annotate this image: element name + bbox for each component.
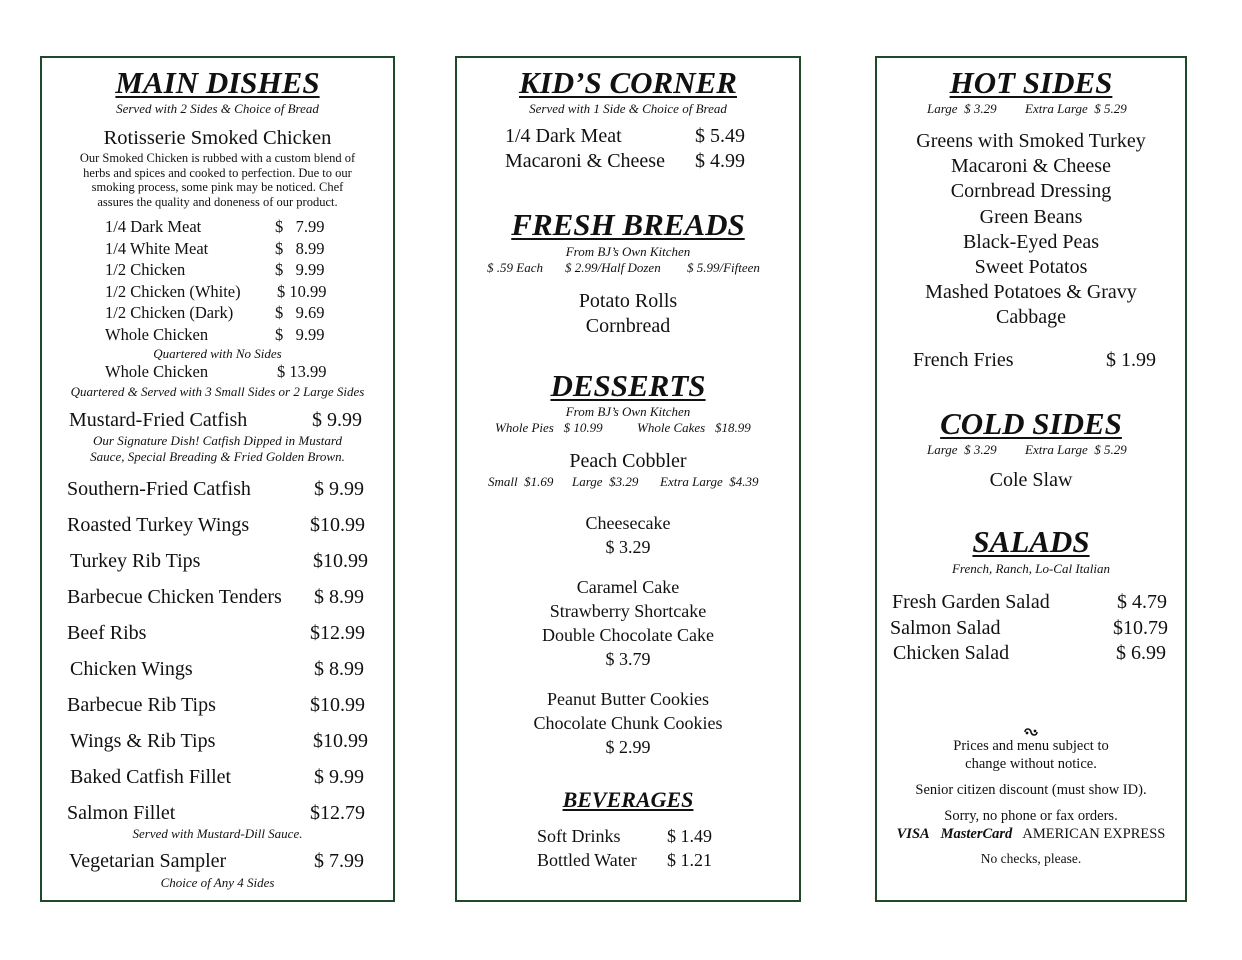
item-name: Beef Ribs bbox=[67, 622, 147, 644]
catfish-description bbox=[42, 433, 393, 465]
size-large: Large $ 3.29 bbox=[927, 442, 997, 457]
mastercard-label: MasterCard bbox=[940, 826, 1013, 842]
cookies bbox=[457, 687, 799, 759]
side-item: Macaroni & Cheese bbox=[951, 155, 1111, 178]
chicken-description bbox=[42, 151, 393, 209]
cheesecake bbox=[457, 511, 799, 559]
item-price: $ 7.99 bbox=[275, 217, 325, 236]
vegetarian-note: Choice of Any 4 Sides bbox=[160, 875, 275, 890]
dessert-name: Strawberry Shortcake bbox=[549, 601, 707, 621]
menu-item bbox=[890, 616, 1180, 642]
item-price: $ 1.21 bbox=[667, 850, 712, 870]
menu-item bbox=[67, 585, 377, 621]
item-price: $ 9.99 bbox=[314, 478, 364, 500]
footer-line: change without notice. bbox=[965, 756, 1097, 772]
french-fries-item bbox=[913, 348, 1163, 372]
item-price: $10.99 bbox=[310, 694, 365, 716]
item-price: $ 8.99 bbox=[314, 586, 364, 608]
item-price: $12.99 bbox=[310, 622, 365, 644]
item-name: Southern-Fried Catfish bbox=[67, 478, 251, 500]
salmon-note: Served with Mustard-Dill Sauce. bbox=[132, 826, 303, 841]
price-fifteen: $ 5.99/Fifteen bbox=[687, 260, 760, 275]
whole-pies-price: Whole Pies $ 10.99 bbox=[495, 420, 603, 435]
item-name: Roasted Turkey Wings bbox=[67, 514, 250, 536]
item-name: Soft Drinks bbox=[537, 826, 621, 846]
item-price: $10.79 bbox=[1113, 616, 1168, 639]
item-price: $ 9.99 bbox=[314, 766, 364, 788]
menu-item bbox=[505, 149, 765, 174]
item-name: 1/2 Chicken (White) bbox=[105, 281, 241, 301]
price-each: $ .59 Each bbox=[487, 260, 543, 275]
side-item: Sweet Potatos bbox=[974, 256, 1088, 279]
beverage-items bbox=[537, 824, 737, 872]
main-dishes-subtitle: Served with 2 Sides & Choice of Bread bbox=[116, 101, 319, 116]
sides-salads-panel bbox=[875, 56, 1187, 902]
size-extra-large: Extra Large $ 5.29 bbox=[1025, 101, 1127, 116]
menu-item bbox=[67, 657, 377, 693]
item-name: Turkey Rib Tips bbox=[70, 550, 201, 572]
menu-item bbox=[890, 641, 1180, 667]
item-price: $10.99 bbox=[310, 514, 365, 536]
kids-breads-desserts-panel bbox=[455, 56, 801, 902]
menu-item bbox=[105, 302, 345, 324]
item-price: $ 4.79 bbox=[1117, 591, 1167, 613]
side-item: Black-Eyed Peas bbox=[962, 230, 1100, 253]
size-large: Large $ 3.29 bbox=[927, 101, 997, 116]
cobbler-small: Small $1.69 bbox=[488, 474, 554, 489]
hot-sides-title: HOT SIDES bbox=[949, 65, 1113, 100]
menu-item bbox=[105, 216, 345, 238]
menu-item bbox=[67, 801, 377, 823]
dessert-name: Cheesecake bbox=[585, 513, 671, 533]
item-name: Salmon Fillet bbox=[67, 802, 176, 824]
side-item: Mashed Potatoes & Gravy bbox=[925, 281, 1137, 304]
menu-item bbox=[67, 765, 377, 801]
dessert-name: Double Chocolate Cake bbox=[542, 625, 714, 645]
item-price: $ 9.99 bbox=[275, 324, 325, 344]
side-item: Cornbread Dressing bbox=[950, 180, 1112, 203]
fresh-breads-subtitle: From BJ’s Own Kitchen bbox=[565, 244, 691, 259]
item-price: $ 5.49 bbox=[695, 125, 745, 147]
item-name: Mustard-Fried Catfish bbox=[69, 409, 248, 431]
item-price: $ 1.49 bbox=[667, 826, 712, 846]
item-price: $10.99 bbox=[313, 730, 368, 752]
item-name: Chicken Wings bbox=[70, 658, 193, 680]
description-line: assures the quality and doneness of our product. bbox=[97, 194, 338, 209]
dessert-price: $ 3.79 bbox=[605, 649, 651, 669]
dessert-name: Caramel Cake bbox=[576, 577, 680, 597]
item-price: $ 9.69 bbox=[275, 303, 325, 322]
item-price: $ 8.99 bbox=[275, 238, 325, 258]
dessert-name: Peanut Butter Cookies bbox=[547, 689, 709, 709]
item-name: Barbecue Chicken Tenders bbox=[67, 586, 282, 608]
price-half-dozen: $ 2.99/Half Dozen bbox=[565, 260, 661, 275]
item-name: Barbecue Rib Tips bbox=[67, 694, 216, 716]
item-name: Whole Chicken bbox=[105, 324, 209, 344]
main-items-list bbox=[67, 477, 377, 823]
menu-item bbox=[67, 693, 377, 729]
item-price: $ 6.99 bbox=[1116, 642, 1166, 664]
item-price: $10.99 bbox=[313, 550, 368, 572]
chicken-items bbox=[105, 216, 345, 345]
item-name: Wings & Rib Tips bbox=[70, 730, 216, 752]
item-name: 1/4 White Meat bbox=[105, 238, 209, 258]
kids-corner-subtitle: Served with 1 Side & Choice of Bread bbox=[529, 101, 727, 116]
menu-item bbox=[67, 549, 377, 585]
desserts-subtitle: From BJ’s Own Kitchen bbox=[565, 404, 691, 419]
item-name: Whole Chicken bbox=[105, 362, 209, 381]
menu-item bbox=[105, 361, 345, 383]
item-name: Fresh Garden Salad bbox=[892, 591, 1050, 613]
menu-item bbox=[537, 824, 737, 848]
salad-items bbox=[890, 590, 1180, 667]
item-price: $ 9.99 bbox=[312, 409, 362, 431]
cobbler-large: Large $3.29 bbox=[572, 474, 639, 489]
item-price: $12.79 bbox=[310, 802, 365, 824]
description-line: Our Signature Dish! Catfish Dipped in Mustard bbox=[93, 433, 342, 448]
description-line: Our Smoked Chicken is rubbed with a custom blend of bbox=[79, 151, 356, 165]
senior-discount: Senior citizen discount (must show ID). bbox=[915, 782, 1147, 798]
dessert-price: $ 2.99 bbox=[605, 737, 651, 757]
footer-notice bbox=[877, 737, 1185, 773]
item-name: French Fries bbox=[913, 349, 1014, 371]
menu-item bbox=[105, 238, 345, 260]
item-name: 1/2 Chicken (Dark) bbox=[105, 303, 234, 322]
menu-item bbox=[890, 590, 1180, 616]
no-checks: No checks, please. bbox=[980, 851, 1082, 866]
item-price: $ 8.99 bbox=[314, 658, 364, 680]
cole-slaw: Cole Slaw bbox=[989, 469, 1073, 491]
item-price: $ 10.99 bbox=[277, 281, 327, 301]
dessert-name: Chocolate Chunk Cookies bbox=[533, 713, 723, 733]
kids-items bbox=[505, 124, 765, 174]
menu-item bbox=[67, 513, 377, 549]
salads-title: SALADS bbox=[972, 524, 1090, 559]
item-price: $ 9.99 bbox=[275, 260, 325, 279]
bread-item: Cornbread bbox=[585, 315, 671, 337]
item-name: Vegetarian Sampler bbox=[69, 850, 227, 872]
visa-label: VISA bbox=[896, 826, 930, 842]
main-dishes-panel bbox=[40, 56, 395, 902]
size-extra-large: Extra Large $ 5.29 bbox=[1025, 442, 1127, 457]
item-price: $ 1.99 bbox=[1106, 349, 1156, 371]
item-name: Macaroni & Cheese bbox=[505, 150, 665, 172]
description-line: smoking process, some pink may be noticed. Chef bbox=[91, 180, 344, 194]
cobbler-extra-large: Extra Large $4.39 bbox=[660, 474, 759, 489]
dessert-price: $ 3.29 bbox=[605, 537, 651, 557]
item-name: 1/4 Dark Meat bbox=[505, 125, 622, 147]
item-name: Baked Catfish Fillet bbox=[70, 766, 232, 788]
rotisserie-chicken-name: Rotisserie Smoked Chicken bbox=[103, 127, 332, 149]
cold-sides-title: COLD SIDES bbox=[940, 406, 1122, 441]
bread-item: Potato Rolls bbox=[578, 290, 678, 312]
item-name: 1/4 Dark Meat bbox=[105, 217, 202, 236]
menu-item bbox=[105, 259, 345, 281]
footer-line: Prices and menu subject to bbox=[953, 738, 1109, 754]
whole-chicken-note: Quartered with No Sides bbox=[153, 346, 282, 361]
no-phone-orders: Sorry, no phone or fax orders. bbox=[944, 808, 1118, 824]
salad-dressings: French, Ranch, Lo-Cal Italian bbox=[951, 561, 1111, 576]
desserts-title: DESSERTS bbox=[550, 368, 706, 403]
description-line: herbs and spices and cooked to perfection. Due to our bbox=[83, 165, 352, 180]
item-price: $ 4.99 bbox=[695, 150, 745, 172]
menu-item bbox=[67, 477, 377, 513]
item-name: Salmon Salad bbox=[890, 616, 1001, 639]
item-name: Bottled Water bbox=[537, 850, 637, 870]
side-item: Greens with Smoked Turkey bbox=[916, 130, 1146, 152]
item-price: $ 13.99 bbox=[277, 362, 327, 381]
peach-cobbler: Peach Cobbler bbox=[569, 450, 687, 472]
amex-label: AMERICAN EXPRESS bbox=[1022, 826, 1166, 842]
side-item: Cabbage bbox=[996, 306, 1066, 329]
whole-cakes-price: Whole Cakes $18.99 bbox=[637, 420, 751, 435]
menu-item bbox=[505, 124, 765, 149]
catfish-item bbox=[69, 408, 369, 432]
vegetarian-item bbox=[69, 849, 379, 873]
beverages-title: BEVERAGES bbox=[562, 787, 694, 812]
bread-items bbox=[457, 289, 799, 339]
item-name: 1/2 Chicken bbox=[105, 260, 186, 279]
kids-corner-title: KID’S CORNER bbox=[519, 65, 737, 100]
main-dishes-title: MAIN DISHES bbox=[115, 65, 320, 100]
side-item: Green Beans bbox=[979, 205, 1083, 228]
whole-chicken-note-2: Quartered & Served with 3 Small Sides or 2 Large Sides bbox=[70, 384, 365, 399]
menu-item bbox=[105, 324, 345, 346]
menu-item bbox=[105, 281, 345, 303]
item-name: Chicken Salad bbox=[893, 642, 1010, 664]
menu-item bbox=[67, 729, 377, 765]
description-line: Sauce, Special Breading & Fried Golden Brown. bbox=[90, 449, 345, 464]
fresh-breads-title: FRESH BREADS bbox=[511, 207, 745, 242]
item-price: $ 7.99 bbox=[314, 850, 364, 872]
menu-item bbox=[537, 848, 737, 872]
menu-item bbox=[67, 621, 377, 657]
cakes bbox=[457, 575, 799, 671]
accepted-cards bbox=[877, 825, 1185, 843]
hot-sides-list bbox=[877, 129, 1185, 331]
